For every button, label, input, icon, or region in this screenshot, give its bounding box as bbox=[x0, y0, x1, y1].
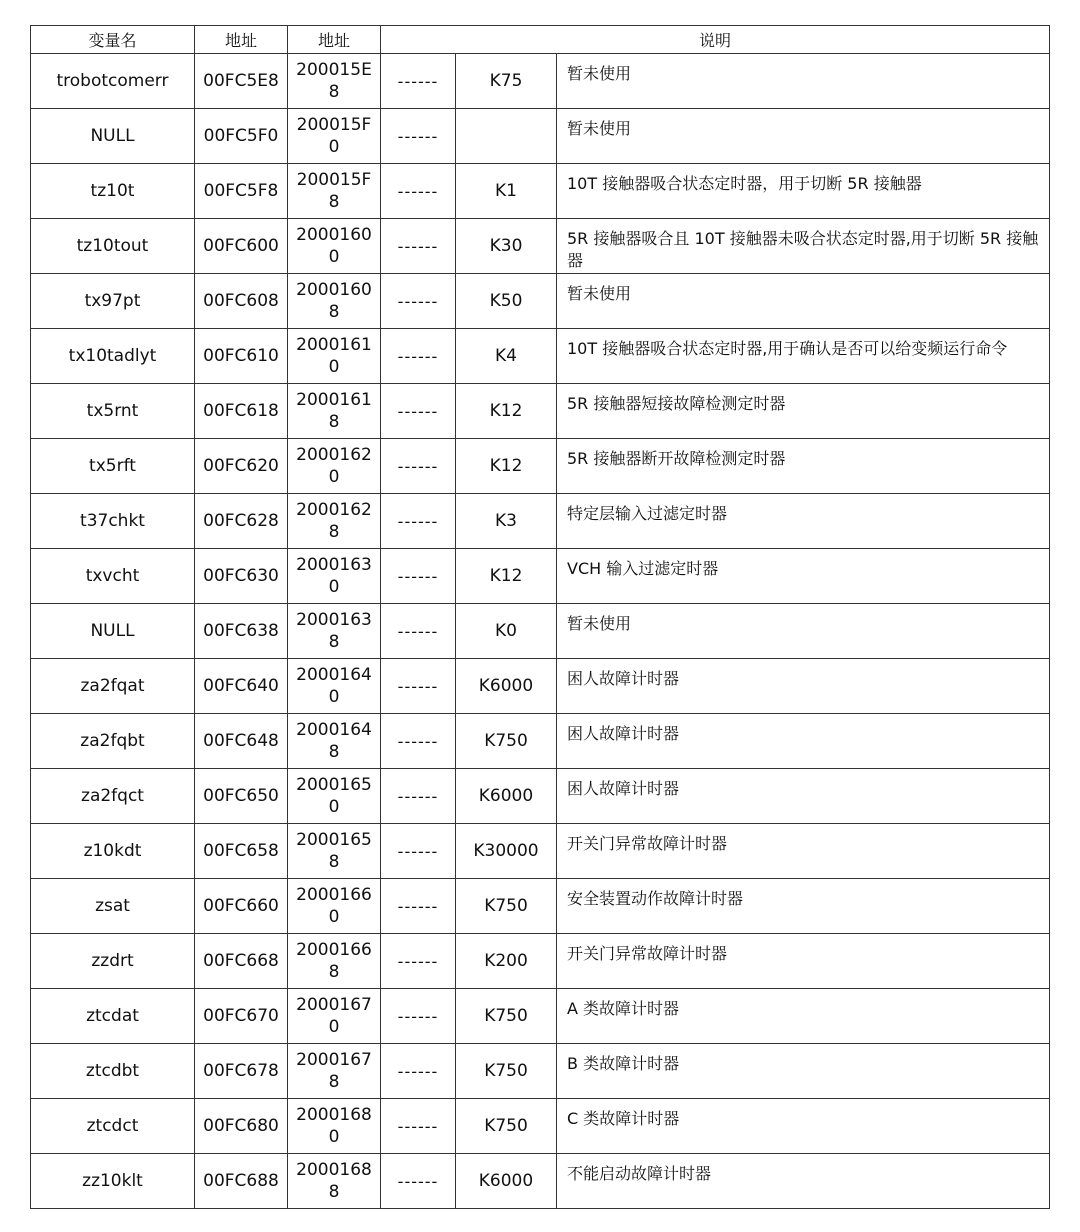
preset-value-cell: K0 bbox=[456, 604, 557, 659]
table-row bbox=[31, 549, 1050, 604]
variable-name-cell: zzdrt bbox=[31, 934, 195, 989]
address-2-cell: 20001620 bbox=[288, 439, 381, 494]
placeholder-dash-cell: ------ bbox=[381, 549, 456, 604]
description-cell: 困人故障计时器 bbox=[557, 714, 1050, 769]
preset-value-cell: K12 bbox=[456, 549, 557, 604]
placeholder-dash-cell: ------ bbox=[381, 109, 456, 164]
description-cell: 暂未使用 bbox=[557, 109, 1050, 164]
preset-value-cell: K1 bbox=[456, 164, 557, 219]
address-2-cell: 20001648 bbox=[288, 714, 381, 769]
address-1-cell: 00FC5F8 bbox=[195, 164, 288, 219]
table-row bbox=[31, 274, 1050, 329]
address-1-cell: 00FC688 bbox=[195, 1154, 288, 1209]
placeholder-dash-cell: ------ bbox=[381, 494, 456, 549]
table-row bbox=[31, 989, 1050, 1044]
variable-name-cell: t37chkt bbox=[31, 494, 195, 549]
address-2-cell: 20001630 bbox=[288, 549, 381, 604]
header-description: 说明 bbox=[381, 26, 1050, 54]
description-cell: 暂未使用 bbox=[557, 54, 1050, 109]
table-row bbox=[31, 604, 1050, 659]
placeholder-dash-cell: ------ bbox=[381, 824, 456, 879]
header-address-1: 地址 bbox=[195, 26, 288, 54]
address-2-cell: 20001678 bbox=[288, 1044, 381, 1099]
placeholder-dash-cell: ------ bbox=[381, 1044, 456, 1099]
preset-value-cell: K6000 bbox=[456, 769, 557, 824]
placeholder-dash-cell: ------ bbox=[381, 54, 456, 109]
address-1-cell: 00FC668 bbox=[195, 934, 288, 989]
table-row bbox=[31, 219, 1050, 274]
address-2-cell: 20001618 bbox=[288, 384, 381, 439]
placeholder-dash-cell: ------ bbox=[381, 769, 456, 824]
description-cell: 特定层输入过滤定时器 bbox=[557, 494, 1050, 549]
variable-name-cell: zz10klt bbox=[31, 1154, 195, 1209]
table-row bbox=[31, 439, 1050, 494]
preset-value-cell: K30000 bbox=[456, 824, 557, 879]
table-row bbox=[31, 1099, 1050, 1154]
placeholder-dash-cell: ------ bbox=[381, 164, 456, 219]
description-cell: C 类故障计时器 bbox=[557, 1099, 1050, 1154]
description-cell: 开关门异常故障计时器 bbox=[557, 934, 1050, 989]
table-row bbox=[31, 769, 1050, 824]
preset-value-cell bbox=[456, 109, 557, 164]
address-1-cell: 00FC600 bbox=[195, 219, 288, 274]
placeholder-dash-cell: ------ bbox=[381, 1099, 456, 1154]
description-cell: B 类故障计时器 bbox=[557, 1044, 1050, 1099]
address-1-cell: 00FC618 bbox=[195, 384, 288, 439]
variable-name-cell: tz10t bbox=[31, 164, 195, 219]
preset-value-cell: K12 bbox=[456, 384, 557, 439]
header-variable-name: 变量名 bbox=[31, 26, 195, 54]
variable-name-cell: tx5rnt bbox=[31, 384, 195, 439]
address-2-cell: 20001640 bbox=[288, 659, 381, 714]
variable-name-cell: NULL bbox=[31, 109, 195, 164]
address-1-cell: 00FC630 bbox=[195, 549, 288, 604]
variable-name-cell: txvcht bbox=[31, 549, 195, 604]
variable-name-cell: zsat bbox=[31, 879, 195, 934]
header-row bbox=[31, 26, 1050, 54]
address-1-cell: 00FC608 bbox=[195, 274, 288, 329]
variable-name-cell: ztcdbt bbox=[31, 1044, 195, 1099]
variable-name-cell: tz10tout bbox=[31, 219, 195, 274]
address-2-cell: 20001650 bbox=[288, 769, 381, 824]
placeholder-dash-cell: ------ bbox=[381, 604, 456, 659]
placeholder-dash-cell: ------ bbox=[381, 879, 456, 934]
address-1-cell: 00FC660 bbox=[195, 879, 288, 934]
preset-value-cell: K12 bbox=[456, 439, 557, 494]
placeholder-dash-cell: ------ bbox=[381, 714, 456, 769]
variable-name-cell: tx97pt bbox=[31, 274, 195, 329]
table-row bbox=[31, 1044, 1050, 1099]
variable-name-cell: trobotcomerr bbox=[31, 54, 195, 109]
address-1-cell: 00FC620 bbox=[195, 439, 288, 494]
description-cell: 5R 接触器断开故障检测定时器 bbox=[557, 439, 1050, 494]
preset-value-cell: K200 bbox=[456, 934, 557, 989]
variable-name-cell: za2fqbt bbox=[31, 714, 195, 769]
preset-value-cell: K75 bbox=[456, 54, 557, 109]
variable-name-cell: z10kdt bbox=[31, 824, 195, 879]
description-cell: 10T 接触器吸合状态定时器，用于切断 5R 接触器 bbox=[557, 164, 1050, 219]
address-1-cell: 00FC650 bbox=[195, 769, 288, 824]
table-row bbox=[31, 1154, 1050, 1209]
placeholder-dash-cell: ------ bbox=[381, 934, 456, 989]
table-row bbox=[31, 934, 1050, 989]
description-cell: 困人故障计时器 bbox=[557, 769, 1050, 824]
address-1-cell: 00FC680 bbox=[195, 1099, 288, 1154]
address-2-cell: 200015F0 bbox=[288, 109, 381, 164]
table-row bbox=[31, 879, 1050, 934]
description-cell: VCH 输入过滤定时器 bbox=[557, 549, 1050, 604]
table-row bbox=[31, 659, 1050, 714]
placeholder-dash-cell: ------ bbox=[381, 329, 456, 384]
preset-value-cell: K30 bbox=[456, 219, 557, 274]
description-cell: 5R 接触器吸合且 10T 接触器未吸合状态定时器,用于切断 5R 接触器 bbox=[557, 219, 1050, 274]
address-2-cell: 20001670 bbox=[288, 989, 381, 1044]
address-2-cell: 20001628 bbox=[288, 494, 381, 549]
address-2-cell: 20001680 bbox=[288, 1099, 381, 1154]
address-1-cell: 00FC610 bbox=[195, 329, 288, 384]
table-row bbox=[31, 164, 1050, 219]
table-row bbox=[31, 494, 1050, 549]
table-body bbox=[31, 54, 1050, 1209]
preset-value-cell: K750 bbox=[456, 714, 557, 769]
placeholder-dash-cell: ------ bbox=[381, 274, 456, 329]
address-1-cell: 00FC640 bbox=[195, 659, 288, 714]
preset-value-cell: K3 bbox=[456, 494, 557, 549]
variable-name-cell: NULL bbox=[31, 604, 195, 659]
table-row bbox=[31, 714, 1050, 769]
table-row bbox=[31, 109, 1050, 164]
address-1-cell: 00FC638 bbox=[195, 604, 288, 659]
placeholder-dash-cell: ------ bbox=[381, 989, 456, 1044]
preset-value-cell: K750 bbox=[456, 1044, 557, 1099]
description-cell: 不能启动故障计时器 bbox=[557, 1154, 1050, 1209]
variable-name-cell: ztcdct bbox=[31, 1099, 195, 1154]
variable-table bbox=[30, 25, 1050, 1209]
address-1-cell: 00FC670 bbox=[195, 989, 288, 1044]
table-row bbox=[31, 824, 1050, 879]
description-cell: 暂未使用 bbox=[557, 604, 1050, 659]
header-address-2: 地址 bbox=[288, 26, 381, 54]
table-row bbox=[31, 384, 1050, 439]
variable-name-cell: ztcdat bbox=[31, 989, 195, 1044]
address-1-cell: 00FC5E8 bbox=[195, 54, 288, 109]
address-1-cell: 00FC5F0 bbox=[195, 109, 288, 164]
description-cell: 10T 接触器吸合状态定时器,用于确认是否可以给变频运行命令 bbox=[557, 329, 1050, 384]
variable-name-cell: tx5rft bbox=[31, 439, 195, 494]
preset-value-cell: K750 bbox=[456, 1099, 557, 1154]
description-cell: 安全装置动作故障计时器 bbox=[557, 879, 1050, 934]
preset-value-cell: K750 bbox=[456, 879, 557, 934]
variable-name-cell: za2fqct bbox=[31, 769, 195, 824]
address-2-cell: 20001610 bbox=[288, 329, 381, 384]
address-2-cell: 20001658 bbox=[288, 824, 381, 879]
preset-value-cell: K750 bbox=[456, 989, 557, 1044]
address-1-cell: 00FC648 bbox=[195, 714, 288, 769]
placeholder-dash-cell: ------ bbox=[381, 219, 456, 274]
description-cell: 暂未使用 bbox=[557, 274, 1050, 329]
address-2-cell: 200015E8 bbox=[288, 54, 381, 109]
placeholder-dash-cell: ------ bbox=[381, 1154, 456, 1209]
preset-value-cell: K6000 bbox=[456, 659, 557, 714]
address-1-cell: 00FC628 bbox=[195, 494, 288, 549]
description-cell: 5R 接触器短接故障检测定时器 bbox=[557, 384, 1050, 439]
address-2-cell: 20001608 bbox=[288, 274, 381, 329]
address-2-cell: 200015F8 bbox=[288, 164, 381, 219]
address-2-cell: 20001638 bbox=[288, 604, 381, 659]
placeholder-dash-cell: ------ bbox=[381, 384, 456, 439]
address-2-cell: 20001600 bbox=[288, 219, 381, 274]
table-row bbox=[31, 329, 1050, 384]
address-1-cell: 00FC658 bbox=[195, 824, 288, 879]
description-cell: A 类故障计时器 bbox=[557, 989, 1050, 1044]
address-2-cell: 20001660 bbox=[288, 879, 381, 934]
description-cell: 开关门异常故障计时器 bbox=[557, 824, 1050, 879]
preset-value-cell: K50 bbox=[456, 274, 557, 329]
variable-name-cell: za2fqat bbox=[31, 659, 195, 714]
address-2-cell: 20001668 bbox=[288, 934, 381, 989]
preset-value-cell: K6000 bbox=[456, 1154, 557, 1209]
table-row bbox=[31, 54, 1050, 109]
preset-value-cell: K4 bbox=[456, 329, 557, 384]
address-1-cell: 00FC678 bbox=[195, 1044, 288, 1099]
address-2-cell: 20001688 bbox=[288, 1154, 381, 1209]
variable-name-cell: tx10tadlyt bbox=[31, 329, 195, 384]
placeholder-dash-cell: ------ bbox=[381, 659, 456, 714]
placeholder-dash-cell: ------ bbox=[381, 439, 456, 494]
description-cell: 困人故障计时器 bbox=[557, 659, 1050, 714]
